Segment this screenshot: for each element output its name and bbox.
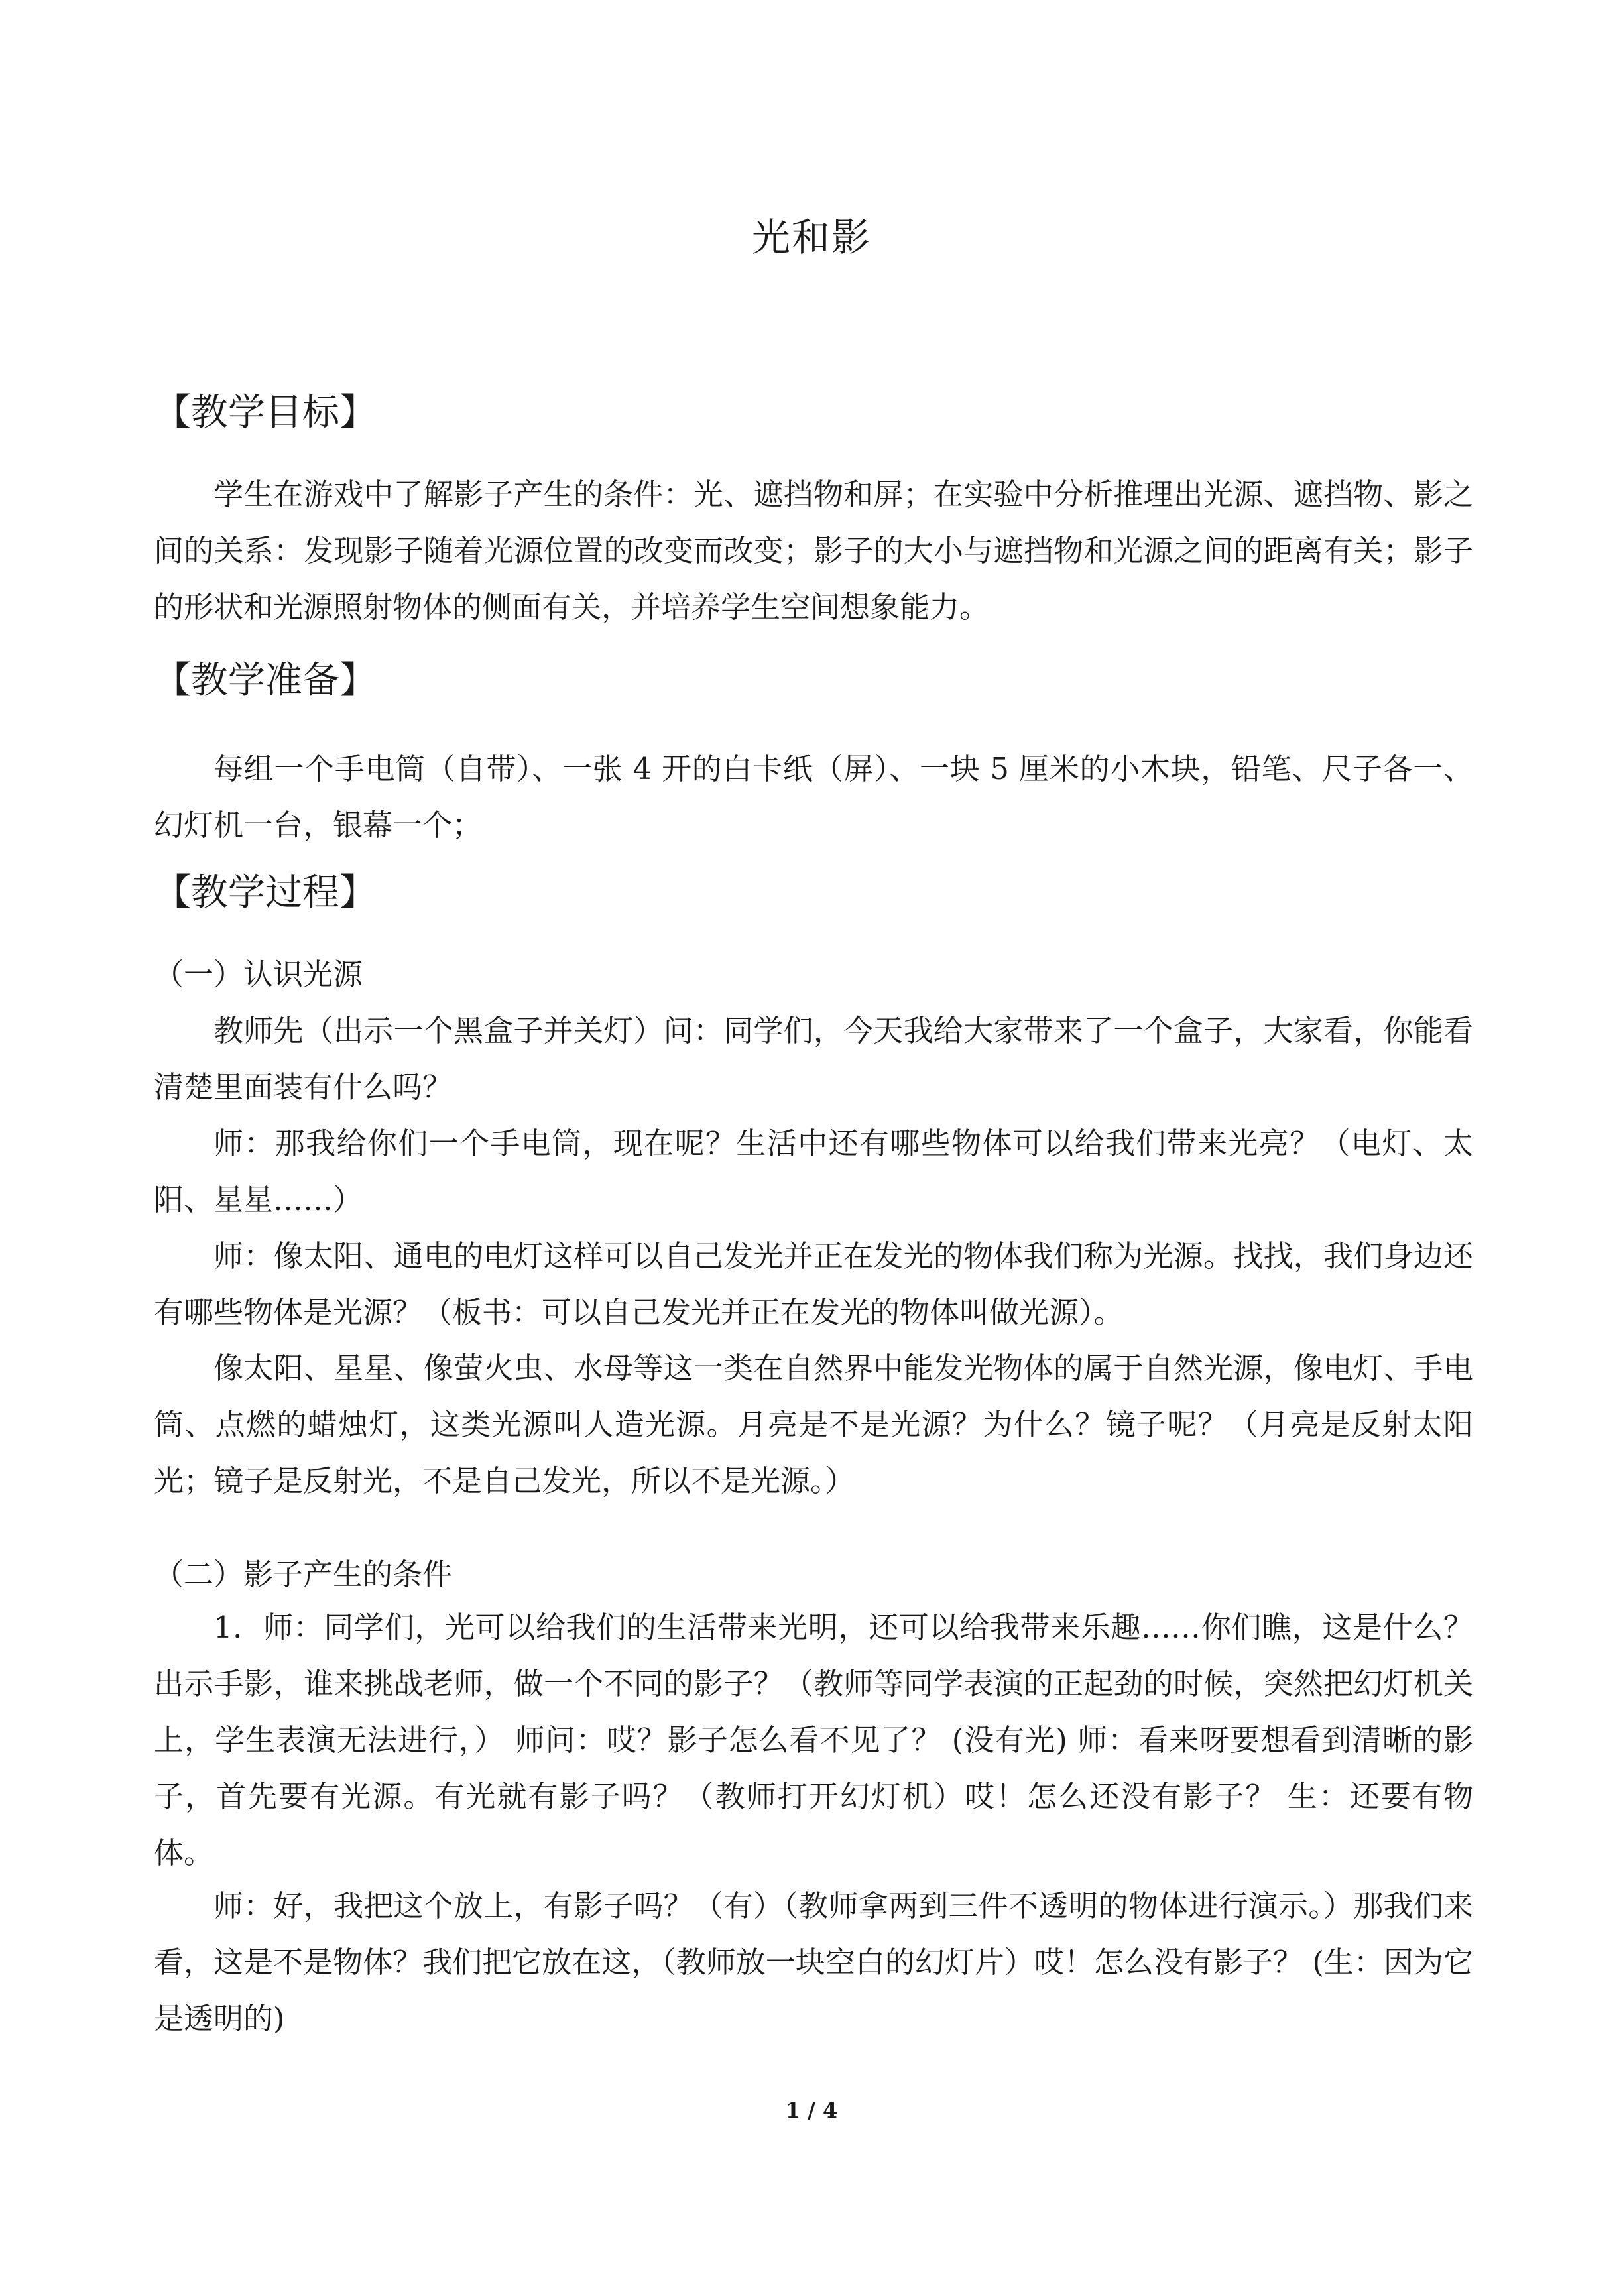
process-paragraph-2: 师：那我给你们一个手电筒，现在呢？生活中还有哪些物体可以给我们带来光亮？（电灯、太阳、星星……） <box>154 1126 1473 1217</box>
part1-title: （一）认识光源 <box>154 957 363 992</box>
part2-title: （二）影子产生的条件 <box>154 1557 453 1592</box>
process-paragraph-1: 教师先（出示一个黑盒子并关灯）问：同学们，今天我给大家带来了一个盒子，大家看，你能看清楚里面装有什么吗？ <box>154 1013 1473 1105</box>
heading-objectives: 【教学目标】 <box>154 391 377 434</box>
heading-preparation: 【教学准备】 <box>154 659 377 702</box>
preparation-text: 每组一个手电筒（自带）、一张 4 开的白卡纸（屏）、一块 5 厘米的小木块，铅笔、尺子各一、幻灯机一台，银幕一个； <box>154 751 1473 843</box>
process-paragraph-4: 像太阳、星星、像萤火虫、水母等这一类在自然界中能发光物体的属于自然光源，像电灯、手电筒、点燃的蜡烛灯，这类光源叫人造光源。月亮是不是光源？为什么？镜子呢？（月亮是反射太阳光；镜子是反射光，不是自己发光，所以不是光源。） <box>154 1351 1473 1498</box>
process-paragraph-5: 1．师：同学们，光可以给我们的生活带来光明，还可以给我带来乐趣……你们瞧，这是什么？出示手影，谁来挑战老师，做一个不同的影子？（教师等同学表演的正起劲的时候，突然把幻灯机关上，学生表演无法进行，） 师问：哎？影子怎么看不见了？ (没有光) 师：看来呀要想看到清晰的影子，首先要有光源。有光就有影子吗？（教师打开幻灯机）哎！怎么还没有影子？ 生：还要有物体。 <box>154 1610 1473 1870</box>
heading-process: 【教学过程】 <box>154 871 377 914</box>
page-number: 1 / 4 <box>785 2098 838 2123</box>
objectives-text: 学生在游戏中了解影子产生的条件：光、遮挡物和屏；在实验中分析推理出光源、遮挡物、影之间的关系：发现影子随着光源位置的改变而改变；影子的大小与遮挡物和光源之间的距离有关；影子的形状和光源照射物体的侧面有关，并培养学生空间想象能力。 <box>154 477 1473 625</box>
process-paragraph-3: 师：像太阳、通电的电灯这样可以自己发光并正在发光的物体我们称为光源。找找，我们身边还有哪些物体是光源？（板书：可以自己发光并正在发光的物体叫做光源）。 <box>154 1239 1473 1330</box>
page-title: 光和影 <box>751 215 871 260</box>
process-paragraph-6: 师：好，我把这个放上，有影子吗？（有）（教师拿两到三件不透明的物体进行演示。）那我们来看，这是不是物体？我们把它放在这，（教师放一块空白的幻灯片）哎！怎么没有影子？ (生：因为它是透明的) <box>154 1888 1473 2036</box>
